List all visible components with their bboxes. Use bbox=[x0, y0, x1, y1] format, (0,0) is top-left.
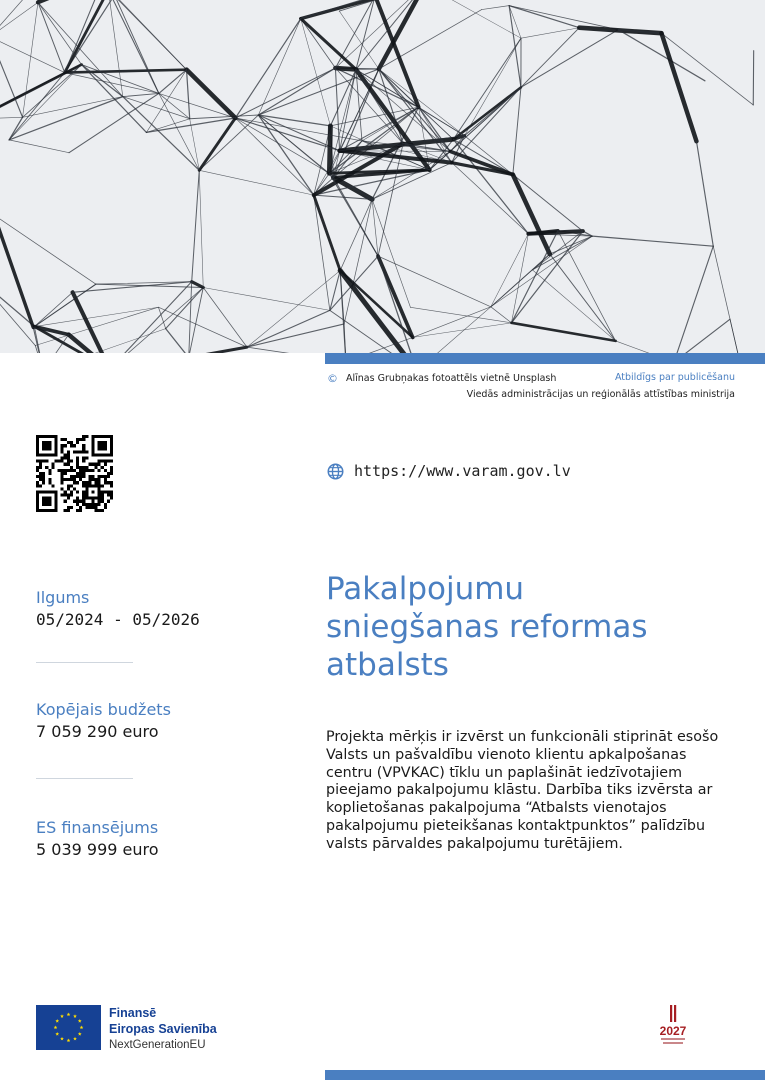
duration-block bbox=[36, 588, 266, 631]
accent-bar-bottom bbox=[325, 1070, 765, 1080]
eu-funding-value: 5 039 999 euro bbox=[36, 840, 159, 859]
responsible-value: Viedās administrācijas un reģionālās attīstības ministrija bbox=[466, 389, 735, 400]
budget-value: 7 059 290 euro bbox=[36, 722, 159, 741]
divider bbox=[36, 662, 133, 663]
hero-photo bbox=[0, 0, 765, 353]
divider bbox=[36, 778, 133, 779]
accent-bar-top bbox=[325, 353, 765, 364]
svg-text:2027: 2027 bbox=[659, 1024, 687, 1038]
eu-logo-line2: Eiropas Savienība bbox=[109, 1022, 217, 1036]
eu-flag-icon bbox=[36, 1005, 101, 1050]
globe-icon bbox=[327, 463, 344, 480]
photo-credit bbox=[327, 372, 556, 385]
latvia-2027-logo-icon bbox=[655, 1004, 691, 1048]
qr-code[interactable] bbox=[36, 435, 113, 512]
title-line: atbalsts bbox=[326, 647, 449, 683]
eu-funding-label: ES finansējums bbox=[36, 818, 159, 837]
copyright-icon: © bbox=[327, 372, 338, 385]
project-description: Projekta mērķis ir izvērst un funkcionāli stiprināt esošo Valsts un pašvaldību vienoto klientu apkalpošanas centru (VPVKAC) tīklu un paplašināt iedzīvotajiem pieejamo pakalpojumu klāstu. Darbība tiks izvērsta ar koplietošanas pakalpojuma “Atbalsts vienotajos pakalpojumu pieteikšanas kontaktpunktos” palīdzību valsts pārvaldes pakalpojumu turētājiem. bbox=[326, 729, 719, 852]
budget-label: Kopējais budžets bbox=[36, 700, 171, 719]
eu-funding-logo bbox=[36, 1005, 217, 1053]
budget-block bbox=[36, 700, 266, 743]
title-line: sniegšanas reformas bbox=[326, 609, 648, 645]
duration-label: Ilgums bbox=[36, 588, 90, 607]
eu-logo-line1: Finansē bbox=[109, 1006, 157, 1020]
website-url: https://www.varam.gov.lv bbox=[354, 462, 571, 480]
website-link[interactable] bbox=[327, 462, 571, 480]
title-line: Pakalpojumu bbox=[326, 571, 525, 607]
eu-funding-block bbox=[36, 818, 266, 861]
responsible-label: Atbildīgs par publicēšanu bbox=[614, 372, 735, 383]
eu-logo-line3: NextGenerationEU bbox=[109, 1039, 206, 1051]
network-lines-image bbox=[0, 0, 765, 353]
duration-value: 05/2024 - 05/2026 bbox=[36, 610, 200, 629]
photo-credit-text: Alīnas Grubņakas fotoattēls vietnē Unsplash bbox=[346, 373, 557, 384]
page-title bbox=[326, 570, 726, 684]
